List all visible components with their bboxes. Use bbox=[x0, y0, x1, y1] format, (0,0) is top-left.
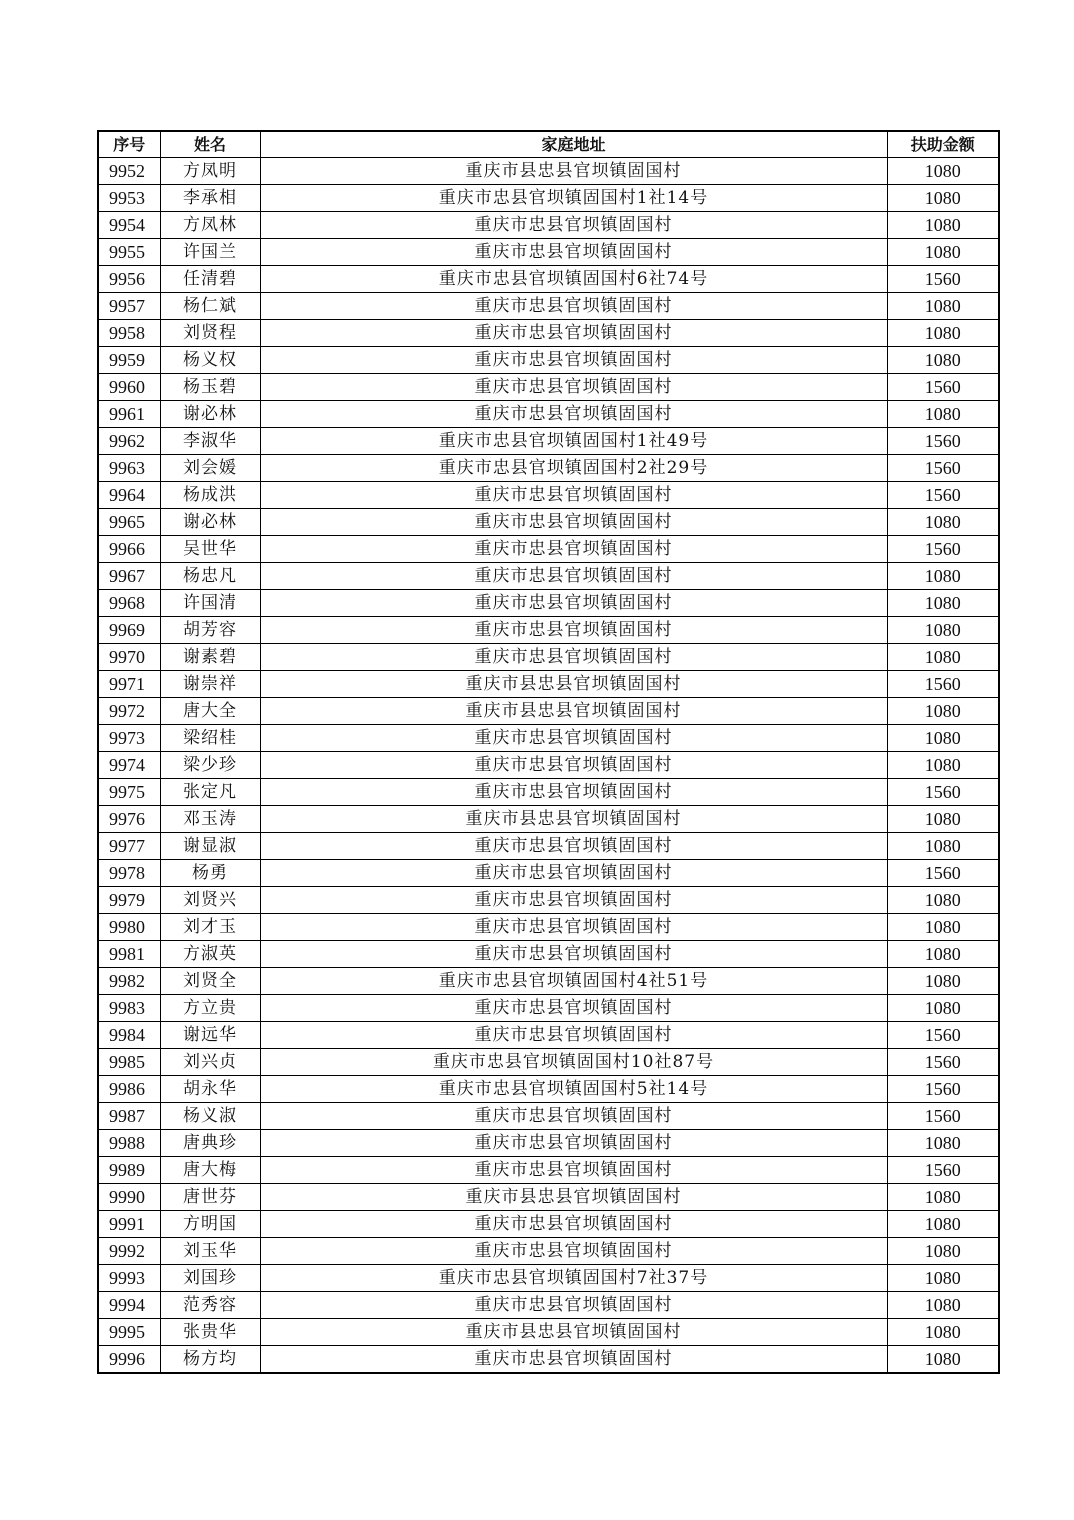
table-row bbox=[98, 1049, 999, 1076]
cell-no: 9972 bbox=[98, 698, 160, 725]
cell-amount: 1080 bbox=[887, 293, 999, 320]
cell-name: 方凤林 bbox=[160, 212, 260, 239]
cell-amount: 1080 bbox=[887, 563, 999, 590]
cell-name: 谢崇祥 bbox=[160, 671, 260, 698]
cell-name: 梁少珍 bbox=[160, 752, 260, 779]
cell-no: 9967 bbox=[98, 563, 160, 590]
cell-no: 9987 bbox=[98, 1103, 160, 1130]
cell-name: 方明国 bbox=[160, 1211, 260, 1238]
cell-name: 胡永华 bbox=[160, 1076, 260, 1103]
cell-name: 李淑华 bbox=[160, 428, 260, 455]
cell-address: 重庆市县忠县官坝镇固国村 bbox=[260, 1319, 887, 1346]
cell-no: 9975 bbox=[98, 779, 160, 806]
cell-address: 重庆市忠县官坝镇固国村 bbox=[260, 320, 887, 347]
cell-no: 9956 bbox=[98, 266, 160, 293]
cell-amount: 1560 bbox=[887, 536, 999, 563]
table-body bbox=[98, 158, 999, 1374]
cell-no: 9964 bbox=[98, 482, 160, 509]
cell-amount: 1080 bbox=[887, 509, 999, 536]
cell-no: 9961 bbox=[98, 401, 160, 428]
cell-name: 许国清 bbox=[160, 590, 260, 617]
cell-address: 重庆市忠县官坝镇固国村 bbox=[260, 212, 887, 239]
cell-address: 重庆市忠县官坝镇固国村 bbox=[260, 590, 887, 617]
cell-address: 重庆市忠县官坝镇固国村 bbox=[260, 1346, 887, 1374]
cell-amount: 1080 bbox=[887, 239, 999, 266]
cell-address: 重庆市县忠县官坝镇固国村 bbox=[260, 698, 887, 725]
cell-address: 重庆市忠县官坝镇固国村 bbox=[260, 1157, 887, 1184]
cell-name: 胡芳容 bbox=[160, 617, 260, 644]
cell-address: 重庆市忠县官坝镇固国村 bbox=[260, 995, 887, 1022]
cell-address: 重庆市忠县官坝镇固国村 bbox=[260, 293, 887, 320]
cell-amount: 1560 bbox=[887, 374, 999, 401]
cell-address: 重庆市县忠县官坝镇固国村 bbox=[260, 1184, 887, 1211]
table-row bbox=[98, 1238, 999, 1265]
cell-name: 谢必林 bbox=[160, 401, 260, 428]
cell-no: 9976 bbox=[98, 806, 160, 833]
cell-address: 重庆市忠县官坝镇固国村 bbox=[260, 1130, 887, 1157]
table-row bbox=[98, 347, 999, 374]
cell-amount: 1080 bbox=[887, 1184, 999, 1211]
cell-address: 重庆市忠县官坝镇固国村6社74号 bbox=[260, 266, 887, 293]
cell-no: 9990 bbox=[98, 1184, 160, 1211]
cell-name: 许国兰 bbox=[160, 239, 260, 266]
cell-amount: 1560 bbox=[887, 779, 999, 806]
header-no: 序号 bbox=[98, 131, 160, 158]
cell-amount: 1080 bbox=[887, 590, 999, 617]
cell-name: 谢必林 bbox=[160, 509, 260, 536]
table-row bbox=[98, 698, 999, 725]
cell-name: 刘国珍 bbox=[160, 1265, 260, 1292]
cell-name: 邓玉涛 bbox=[160, 806, 260, 833]
cell-amount: 1080 bbox=[887, 1238, 999, 1265]
table-header bbox=[98, 131, 999, 158]
cell-name: 任清碧 bbox=[160, 266, 260, 293]
table-row bbox=[98, 239, 999, 266]
cell-no: 9989 bbox=[98, 1157, 160, 1184]
cell-no: 9968 bbox=[98, 590, 160, 617]
table-row bbox=[98, 806, 999, 833]
cell-address: 重庆市忠县官坝镇固国村 bbox=[260, 914, 887, 941]
cell-name: 唐典珍 bbox=[160, 1130, 260, 1157]
cell-name: 方立贵 bbox=[160, 995, 260, 1022]
cell-amount: 1080 bbox=[887, 806, 999, 833]
cell-no: 9959 bbox=[98, 347, 160, 374]
header-row bbox=[98, 131, 999, 158]
table-row bbox=[98, 914, 999, 941]
cell-name: 杨仁斌 bbox=[160, 293, 260, 320]
header-address: 家庭地址 bbox=[260, 131, 887, 158]
table-row bbox=[98, 671, 999, 698]
cell-address: 重庆市忠县官坝镇固国村 bbox=[260, 239, 887, 266]
cell-amount: 1560 bbox=[887, 1103, 999, 1130]
cell-address: 重庆市忠县官坝镇固国村 bbox=[260, 617, 887, 644]
cell-no: 9955 bbox=[98, 239, 160, 266]
cell-name: 张贵华 bbox=[160, 1319, 260, 1346]
cell-address: 重庆市忠县官坝镇固国村 bbox=[260, 644, 887, 671]
table-row bbox=[98, 158, 999, 185]
relief-table bbox=[97, 130, 1000, 1374]
cell-name: 谢显淑 bbox=[160, 833, 260, 860]
cell-amount: 1080 bbox=[887, 1265, 999, 1292]
cell-address: 重庆市忠县官坝镇固国村 bbox=[260, 725, 887, 752]
cell-name: 杨义淑 bbox=[160, 1103, 260, 1130]
cell-address: 重庆市忠县官坝镇固国村 bbox=[260, 509, 887, 536]
cell-amount: 1080 bbox=[887, 185, 999, 212]
cell-address: 重庆市县忠县官坝镇固国村 bbox=[260, 158, 887, 185]
cell-no: 9983 bbox=[98, 995, 160, 1022]
cell-address: 重庆市忠县官坝镇固国村7社37号 bbox=[260, 1265, 887, 1292]
cell-name: 方淑英 bbox=[160, 941, 260, 968]
cell-amount: 1560 bbox=[887, 860, 999, 887]
table-row bbox=[98, 1130, 999, 1157]
cell-amount: 1560 bbox=[887, 455, 999, 482]
cell-address: 重庆市忠县官坝镇固国村 bbox=[260, 860, 887, 887]
cell-no: 9977 bbox=[98, 833, 160, 860]
cell-name: 范秀容 bbox=[160, 1292, 260, 1319]
cell-name: 杨义权 bbox=[160, 347, 260, 374]
cell-amount: 1080 bbox=[887, 698, 999, 725]
cell-no: 9960 bbox=[98, 374, 160, 401]
cell-amount: 1080 bbox=[887, 941, 999, 968]
cell-name: 唐大全 bbox=[160, 698, 260, 725]
cell-no: 9993 bbox=[98, 1265, 160, 1292]
table-row bbox=[98, 752, 999, 779]
table-row bbox=[98, 482, 999, 509]
cell-no: 9974 bbox=[98, 752, 160, 779]
table-row bbox=[98, 428, 999, 455]
table-row bbox=[98, 968, 999, 995]
cell-amount: 1080 bbox=[887, 1319, 999, 1346]
cell-name: 谢素碧 bbox=[160, 644, 260, 671]
cell-address: 重庆市忠县官坝镇固国村 bbox=[260, 1022, 887, 1049]
cell-no: 9988 bbox=[98, 1130, 160, 1157]
cell-amount: 1560 bbox=[887, 671, 999, 698]
cell-amount: 1560 bbox=[887, 1049, 999, 1076]
cell-no: 9996 bbox=[98, 1346, 160, 1374]
table-row bbox=[98, 590, 999, 617]
cell-amount: 1080 bbox=[887, 1346, 999, 1374]
table-row bbox=[98, 725, 999, 752]
table-row bbox=[98, 401, 999, 428]
cell-amount: 1080 bbox=[887, 347, 999, 374]
cell-no: 9982 bbox=[98, 968, 160, 995]
cell-address: 重庆市忠县官坝镇固国村 bbox=[260, 401, 887, 428]
cell-no: 9991 bbox=[98, 1211, 160, 1238]
cell-no: 9995 bbox=[98, 1319, 160, 1346]
cell-address: 重庆市忠县官坝镇固国村5社14号 bbox=[260, 1076, 887, 1103]
cell-no: 9958 bbox=[98, 320, 160, 347]
cell-address: 重庆市忠县官坝镇固国村 bbox=[260, 536, 887, 563]
cell-no: 9953 bbox=[98, 185, 160, 212]
cell-name: 唐大梅 bbox=[160, 1157, 260, 1184]
cell-no: 9992 bbox=[98, 1238, 160, 1265]
cell-amount: 1080 bbox=[887, 914, 999, 941]
table-row bbox=[98, 1346, 999, 1374]
cell-amount: 1080 bbox=[887, 644, 999, 671]
cell-no: 9954 bbox=[98, 212, 160, 239]
cell-address: 重庆市县忠县官坝镇固国村 bbox=[260, 671, 887, 698]
cell-name: 唐世芬 bbox=[160, 1184, 260, 1211]
cell-name: 杨忠凡 bbox=[160, 563, 260, 590]
cell-address: 重庆市忠县官坝镇固国村 bbox=[260, 563, 887, 590]
table-row bbox=[98, 455, 999, 482]
cell-name: 刘贤程 bbox=[160, 320, 260, 347]
table-row bbox=[98, 617, 999, 644]
table-row bbox=[98, 644, 999, 671]
header-name: 姓名 bbox=[160, 131, 260, 158]
cell-amount: 1080 bbox=[887, 833, 999, 860]
cell-name: 李承相 bbox=[160, 185, 260, 212]
cell-amount: 1080 bbox=[887, 887, 999, 914]
cell-address: 重庆市忠县官坝镇固国村1社14号 bbox=[260, 185, 887, 212]
cell-amount: 1080 bbox=[887, 1211, 999, 1238]
cell-no: 9963 bbox=[98, 455, 160, 482]
cell-no: 9985 bbox=[98, 1049, 160, 1076]
table-row bbox=[98, 293, 999, 320]
table-row bbox=[98, 887, 999, 914]
cell-name: 吴世华 bbox=[160, 536, 260, 563]
cell-no: 9969 bbox=[98, 617, 160, 644]
table-row bbox=[98, 1211, 999, 1238]
cell-no: 9952 bbox=[98, 158, 160, 185]
cell-no: 9966 bbox=[98, 536, 160, 563]
cell-address: 重庆市忠县官坝镇固国村 bbox=[260, 887, 887, 914]
cell-amount: 1560 bbox=[887, 428, 999, 455]
cell-address: 重庆市忠县官坝镇固国村 bbox=[260, 347, 887, 374]
cell-amount: 1560 bbox=[887, 1022, 999, 1049]
cell-name: 张定凡 bbox=[160, 779, 260, 806]
cell-name: 谢远华 bbox=[160, 1022, 260, 1049]
table-row bbox=[98, 509, 999, 536]
cell-no: 9973 bbox=[98, 725, 160, 752]
table-row bbox=[98, 212, 999, 239]
cell-address: 重庆市忠县官坝镇固国村 bbox=[260, 752, 887, 779]
cell-address: 重庆市忠县官坝镇固国村 bbox=[260, 941, 887, 968]
table-row bbox=[98, 563, 999, 590]
cell-amount: 1080 bbox=[887, 752, 999, 779]
cell-amount: 1080 bbox=[887, 1130, 999, 1157]
cell-address: 重庆市忠县官坝镇固国村 bbox=[260, 833, 887, 860]
cell-address: 重庆市县忠县官坝镇固国村 bbox=[260, 806, 887, 833]
cell-address: 重庆市忠县官坝镇固国村1社49号 bbox=[260, 428, 887, 455]
cell-name: 杨玉碧 bbox=[160, 374, 260, 401]
cell-amount: 1080 bbox=[887, 725, 999, 752]
cell-address: 重庆市忠县官坝镇固国村 bbox=[260, 1103, 887, 1130]
cell-address: 重庆市忠县官坝镇固国村4社51号 bbox=[260, 968, 887, 995]
table-row bbox=[98, 1157, 999, 1184]
cell-amount: 1560 bbox=[887, 482, 999, 509]
cell-no: 9986 bbox=[98, 1076, 160, 1103]
cell-no: 9965 bbox=[98, 509, 160, 536]
table-row bbox=[98, 995, 999, 1022]
cell-name: 刘贤兴 bbox=[160, 887, 260, 914]
table-row bbox=[98, 1265, 999, 1292]
cell-no: 9970 bbox=[98, 644, 160, 671]
cell-name: 刘贤全 bbox=[160, 968, 260, 995]
cell-name: 杨成洪 bbox=[160, 482, 260, 509]
cell-amount: 1080 bbox=[887, 212, 999, 239]
cell-address: 重庆市忠县官坝镇固国村 bbox=[260, 1238, 887, 1265]
cell-no: 9984 bbox=[98, 1022, 160, 1049]
cell-amount: 1080 bbox=[887, 1292, 999, 1319]
table-row bbox=[98, 860, 999, 887]
cell-amount: 1080 bbox=[887, 401, 999, 428]
cell-amount: 1560 bbox=[887, 1157, 999, 1184]
cell-name: 方凤明 bbox=[160, 158, 260, 185]
cell-no: 9957 bbox=[98, 293, 160, 320]
table-row bbox=[98, 1292, 999, 1319]
cell-no: 9979 bbox=[98, 887, 160, 914]
cell-amount: 1560 bbox=[887, 266, 999, 293]
cell-no: 9980 bbox=[98, 914, 160, 941]
cell-amount: 1080 bbox=[887, 320, 999, 347]
cell-address: 重庆市忠县官坝镇固国村 bbox=[260, 1211, 887, 1238]
cell-no: 9971 bbox=[98, 671, 160, 698]
table-row bbox=[98, 1184, 999, 1211]
cell-address: 重庆市忠县官坝镇固国村2社29号 bbox=[260, 455, 887, 482]
cell-no: 9981 bbox=[98, 941, 160, 968]
cell-no: 9978 bbox=[98, 860, 160, 887]
table-row bbox=[98, 320, 999, 347]
table-row bbox=[98, 374, 999, 401]
cell-no: 9962 bbox=[98, 428, 160, 455]
table-row bbox=[98, 1022, 999, 1049]
cell-amount: 1080 bbox=[887, 968, 999, 995]
cell-name: 杨勇 bbox=[160, 860, 260, 887]
cell-address: 重庆市忠县官坝镇固国村 bbox=[260, 482, 887, 509]
cell-amount: 1080 bbox=[887, 995, 999, 1022]
header-amount: 扶助金额 bbox=[887, 131, 999, 158]
table-row bbox=[98, 1319, 999, 1346]
table-row bbox=[98, 833, 999, 860]
cell-name: 刘玉华 bbox=[160, 1238, 260, 1265]
table-row bbox=[98, 185, 999, 212]
cell-address: 重庆市忠县官坝镇固国村 bbox=[260, 779, 887, 806]
cell-amount: 1080 bbox=[887, 158, 999, 185]
cell-name: 杨方均 bbox=[160, 1346, 260, 1374]
table-row bbox=[98, 1103, 999, 1130]
table-row bbox=[98, 536, 999, 563]
cell-address: 重庆市忠县官坝镇固国村10社87号 bbox=[260, 1049, 887, 1076]
cell-name: 刘兴贞 bbox=[160, 1049, 260, 1076]
cell-no: 9994 bbox=[98, 1292, 160, 1319]
cell-address: 重庆市忠县官坝镇固国村 bbox=[260, 374, 887, 401]
table-row bbox=[98, 941, 999, 968]
table-row bbox=[98, 1076, 999, 1103]
cell-name: 刘才玉 bbox=[160, 914, 260, 941]
cell-address: 重庆市忠县官坝镇固国村 bbox=[260, 1292, 887, 1319]
cell-amount: 1080 bbox=[887, 617, 999, 644]
table-row bbox=[98, 266, 999, 293]
table-row bbox=[98, 779, 999, 806]
cell-amount: 1560 bbox=[887, 1076, 999, 1103]
cell-name: 梁绍桂 bbox=[160, 725, 260, 752]
cell-name: 刘会媛 bbox=[160, 455, 260, 482]
